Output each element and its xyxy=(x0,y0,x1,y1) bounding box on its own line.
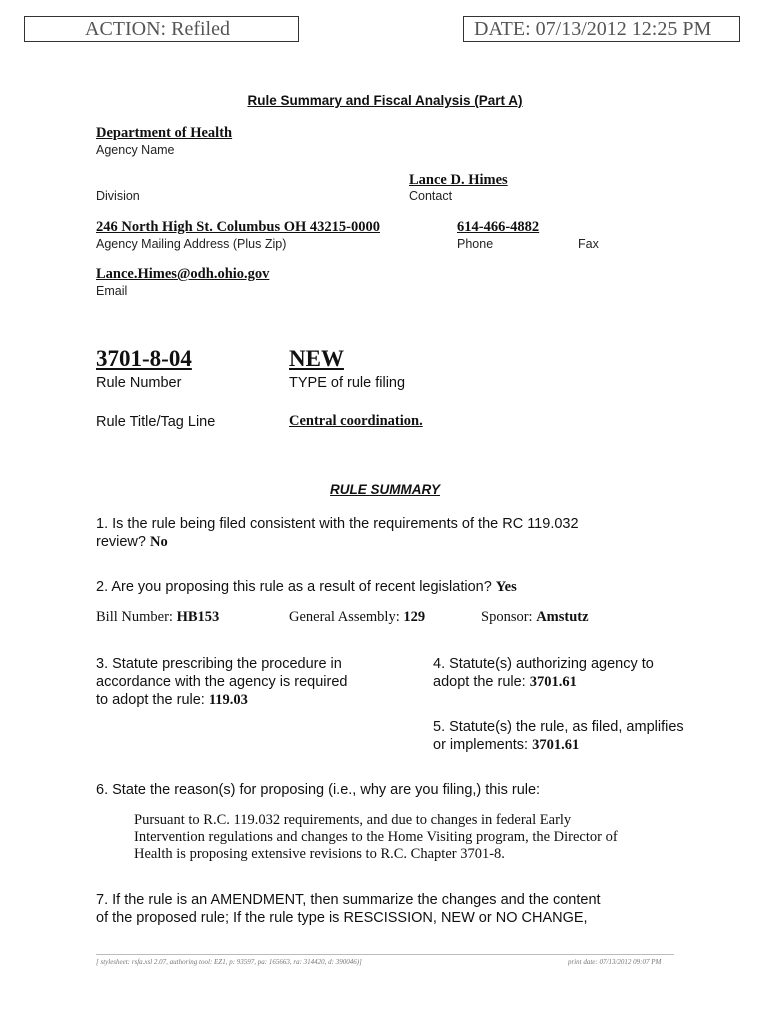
question-7-line-2: of the proposed rule; If the rule type is RESCISSION, NEW or NO CHANGE, xyxy=(96,910,588,926)
email-label: Email xyxy=(96,284,128,298)
question-1-line-1: 1. Is the rule being filed consistent with the requirements of the RC 119.032 xyxy=(96,516,579,532)
question-6: 6. State the reason(s) for proposing (i.e., why are you filing,) this rule: xyxy=(96,782,541,798)
question-4-line-1: 4. Statute(s) authorizing agency to xyxy=(433,656,654,672)
rule-title-label: Rule Title/Tag Line xyxy=(96,414,216,430)
rule-type-label: TYPE of rule filing xyxy=(289,375,406,391)
question-3-answer: 119.03 xyxy=(208,692,248,708)
question-5-line-2-text: or implements: xyxy=(433,737,529,753)
footer-print-date: print date: 07/13/2012 09:07 PM xyxy=(568,958,662,966)
sponsor-value: Amstutz xyxy=(536,609,589,625)
question-4-line-2-text: adopt the rule: xyxy=(433,674,526,690)
question-1 xyxy=(96,515,696,551)
question-6-answer-line-1: Pursuant to R.C. 119.032 requirements, and due to changes in federal Early xyxy=(134,812,572,828)
question-5-line-1: 5. Statute(s) the rule, as filed, amplifies xyxy=(433,719,684,735)
rule-summary-heading: RULE SUMMARY xyxy=(329,482,440,497)
question-6-answer-line-2: Intervention regulations and changes to the Home Visiting program, the Director of xyxy=(134,829,618,845)
question-4-answer: 3701.61 xyxy=(529,674,577,690)
question-1-line-2 xyxy=(96,533,696,551)
contact-value: Lance D. Himes xyxy=(409,172,508,188)
question-3-line-3-text: to adopt the rule: xyxy=(96,692,205,708)
agency-name-value: Department of Health xyxy=(96,125,233,141)
address-label: Agency Mailing Address (Plus Zip) xyxy=(96,237,287,251)
address-value: 246 North High St. Columbus OH 43215-0000 xyxy=(96,219,380,235)
email-value: Lance.Himes@odh.ohio.gov xyxy=(96,266,270,282)
question-6-answer xyxy=(134,812,734,863)
agency-name-label: Agency Name xyxy=(96,143,175,157)
general-assembly-value: 129 xyxy=(403,609,426,625)
question-2-text: 2. Are you proposing this rule as a result of recent legislation? xyxy=(96,579,492,595)
sponsor-label: Sponsor: xyxy=(481,609,533,625)
question-3-line-1: 3. Statute prescribing the procedure in xyxy=(96,656,342,672)
footer-stylesheet-info: [ stylesheet: rsfa.xsl 2.07, authoring tool: EZ1, p: 93597, pa: 165663, ra: 314420, d: 390046)] xyxy=(96,958,362,966)
rule-title-value: Central coordination. xyxy=(289,413,423,429)
question-2-answer: Yes xyxy=(495,579,517,595)
action-box xyxy=(24,16,299,42)
bill-number-value: HB153 xyxy=(176,609,220,625)
page-title: Rule Summary and Fiscal Analysis (Part A) xyxy=(247,93,523,108)
contact-label: Contact xyxy=(409,189,453,203)
rule-number-label: Rule Number xyxy=(96,375,182,391)
bill-number xyxy=(96,609,219,626)
question-5 xyxy=(433,718,753,754)
fax-label: Fax xyxy=(578,237,599,251)
question-6-answer-line-3: Health is proposing extensive revisions to R.C. Chapter 3701-8. xyxy=(134,846,505,862)
question-4 xyxy=(433,655,753,691)
date-box xyxy=(463,16,740,42)
sponsor xyxy=(481,609,589,626)
question-1-answer: No xyxy=(150,534,168,550)
question-1-line-2-text: review? xyxy=(96,534,146,550)
rule-number-value: 3701-8-04 xyxy=(96,346,192,371)
question-7 xyxy=(96,891,716,927)
question-3 xyxy=(96,655,416,709)
general-assembly-label: General Assembly: xyxy=(289,609,400,625)
question-5-answer: 3701.61 xyxy=(532,737,580,753)
action-text: ACTION: Refiled xyxy=(85,18,230,40)
question-4-line-2 xyxy=(433,673,753,691)
question-5-line-2 xyxy=(433,736,753,754)
date-text: DATE: 07/13/2012 12:25 PM xyxy=(474,18,712,40)
phone-label: Phone xyxy=(457,237,494,251)
general-assembly xyxy=(289,609,425,626)
division-label: Division xyxy=(96,189,140,203)
rule-type-value: NEW xyxy=(289,346,344,371)
question-3-line-3 xyxy=(96,691,416,709)
bill-number-label: Bill Number: xyxy=(96,609,173,625)
footer-divider xyxy=(96,954,674,955)
phone-value: 614-466-4882 xyxy=(457,219,540,235)
question-3-line-2: accordance with the agency is required xyxy=(96,674,348,690)
question-2 xyxy=(96,578,716,596)
question-7-line-1: 7. If the rule is an AMENDMENT, then summarize the changes and the content xyxy=(96,892,601,908)
